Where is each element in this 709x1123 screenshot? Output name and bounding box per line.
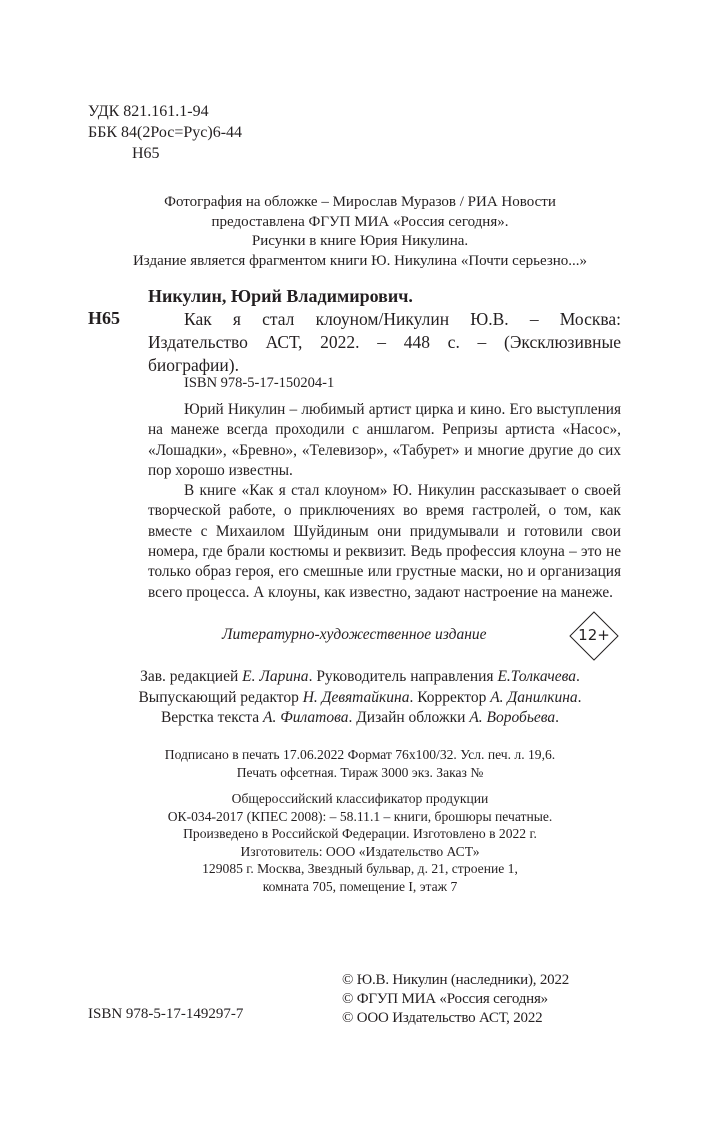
age-rating-text: 12+ xyxy=(578,626,610,644)
bibliographic-record xyxy=(148,285,621,377)
record-publication: Издательство АСТ, 2022. – 448 с. – (Эксклюзивные биографии). xyxy=(148,332,621,375)
copyright-block xyxy=(342,971,569,1028)
footer-isbn: ISBN 978-5-17-149297-7 xyxy=(88,1006,244,1022)
manufacturer-line: Изготовитель: ООО «Издательство АСТ» xyxy=(240,843,480,859)
credit-line: предоставлена ФГУП МИА «Россия сегодня». xyxy=(211,213,509,230)
manufacturer-info xyxy=(80,790,640,895)
print-line: Подписано в печать 17.06.2022 Формат 76x100/32. Усл. печ. л. 19,6. xyxy=(164,747,556,762)
annotation-paragraph: Юрий Никулин – любимый артист цирка и кино. Его выступления на манеже всегда проходили с аншлагом. Репризы артиста «Насос», «Лошадки», «Бревно», «Телевизор», «Табурет» и многие другие до сих пор хорошо известны. xyxy=(148,401,621,479)
record-author-mark: Н65 xyxy=(88,308,121,328)
staff-line: Зав. редакцией Е. Ларина. Руководитель направления Е.Толкачева. xyxy=(140,668,580,685)
staff-line: Выпускающий редактор Н. Девятайкина. Корректор А. Данилкина. xyxy=(138,688,582,706)
credit-line: Издание является фрагментом книги Ю. Никулина «Почти серьезно...» xyxy=(132,252,588,269)
copyright-line: © ФГУП МИА «Россия сегодня» xyxy=(342,991,548,1007)
editorial-staff xyxy=(80,667,640,729)
image-credits xyxy=(80,193,640,271)
manufacturer-line: 129085 г. Москва, Звездный бульвар, д. 21, строение 1, xyxy=(202,861,518,876)
copyright-line: © Ю.В. Никулин (наследники), 2022 xyxy=(342,972,570,988)
record-author: Никулин, Юрий Владимирович. xyxy=(148,286,413,306)
copyright-line: © ООО Издательство АСТ, 2022 xyxy=(342,1010,543,1026)
staff-line: Верстка текста А. Филатова. Дизайн обложки А. Воробьева. xyxy=(160,709,560,726)
annotation xyxy=(148,400,621,603)
udk-code: УДК 821.161.1-94 xyxy=(88,103,209,120)
print-info xyxy=(80,746,640,782)
credit-line: Рисунки в книге Юрия Никулина. xyxy=(251,233,469,249)
classification-codes xyxy=(88,101,242,164)
record-title-line: Как я стал клоуном/Никулин Ю.В. – Москва: xyxy=(184,309,621,329)
credit-line: Фотография на обложке – Мирослав Муразов / РИА Новости xyxy=(164,194,556,210)
annotation-paragraph: В книге «Как я стал клоуном» Ю. Никулин рассказывает о своей творческой работе, о приключениях во время гастролей, о том, как вместе с Михаилом Шуйдиным они придумывали и готовили свои номера, где брали костюмы и реквизит. Ведь профессия клоуна – это не только образ героя, его смешные или грустные маски, но и организация всего процесса. А клоуны, как известно, задают настроение на манеже. xyxy=(148,482,621,601)
record-isbn: ISBN 978-5-17-150204-1 xyxy=(184,375,335,391)
print-line: Печать офсетная. Тираж 3000 экз. Заказ № xyxy=(236,765,484,780)
manufacturer-line: Общероссийский классификатор продукции xyxy=(231,791,489,806)
manufacturer-line: Произведено в Российской Федерации. Изготовлено в 2022 г. xyxy=(183,826,537,841)
manufacturer-line: комната 705, помещение I, этаж 7 xyxy=(262,878,458,894)
bbk-code: ББК 84(2Рос=Рус)6-44 xyxy=(88,124,243,141)
manufacturer-line: ОК-034-2017 (КПЕС 2008): – 58.11.1 – книги, брошюры печатные. xyxy=(167,808,553,824)
age-rating-badge xyxy=(569,611,619,661)
genre-label: Литературно-художественное издание xyxy=(222,626,487,643)
author-mark: Н65 xyxy=(132,145,160,162)
